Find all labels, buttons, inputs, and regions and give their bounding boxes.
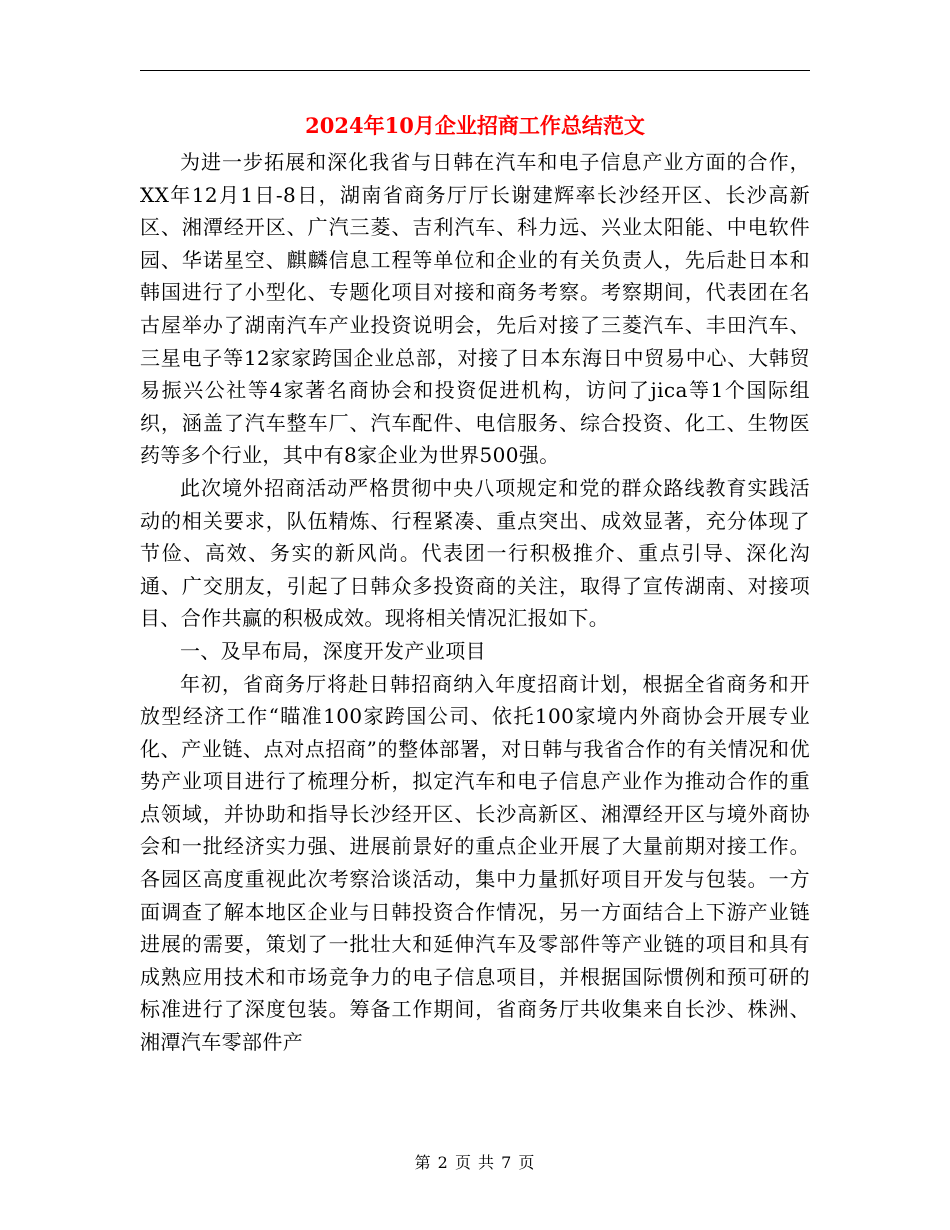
header-rule xyxy=(140,70,810,71)
paragraph-intro: 为进一步拓展和深化我省与日韩在汽车和电子信息产业方面的合作，XX年12月1日-8日，湖南省商务厅厅长谢建辉率长沙经开区、长沙高新区、湘潭经开区、广汽三菱、吉利汽车、科力远、兴业太阳能、中电软件园、华诺星空、麒麟信息工程等单位和企业的有关负责人，先后赴日本和韩国进行了小型化、专题化项目对接和商务考察。考察期间，代表团在名古屋举办了湖南汽车产业投资说明会，先后对接了三菱汽车、丰田汽车、三星电子等12家家跨国企业总部，对接了日本东海日中贸易中心、大韩贸易振兴公社等4家著名商协会和投资促进机构，访问了jica等1个国际组织，涵盖了汽车整车厂、汽车配件、电信服务、综合投资、化工、生物医药等多个行业，其中有8家企业为世界500强。 xyxy=(140,150,810,468)
document-title: 2024年10月企业招商工作总结范文 xyxy=(305,113,645,138)
paragraph-section-1: 年初，省商务厅将赴日韩招商纳入年度招商计划，根据全省商务和开放型经济工作“瞄准100家跨国公司、依托100家境内外商协会开展专业化、产业链、点对点招商”的整体部署，对日韩与我省合作的有关情况和优势产业项目进行了梳理分析，拟定汽车和电子信息产业作为推动合作的重点领域，并协助和指导长沙经开区、长沙高新区、湘潭经开区与境外商协会和一批经济实力强、进展前景好的重点企业开展了大量前期对接工作。各园区高度重视此次考察洽谈活动，集中力量抓好项目开发与包装。一方面调查了解本地区企业与日韩投资合作情况，另一方面结合上下游产业链进展的需要，策划了一批壮大和延伸汽车及零部件等产业链的项目和具有成熟应用技术和市场竞争力的电子信息项目，并根据国际惯例和预可研的标准进行了深度包装。筹备工作期间，省商务厅共收集来自长沙、株洲、湘潭汽车零部件产 xyxy=(140,671,810,1055)
page-footer: 第 2 页 共 7 页 xyxy=(414,1153,536,1172)
paragraph-summary: 此次境外招商活动严格贯彻中央八项规定和党的群众路线教育实践活动的相关要求，队伍精炼、行程紧凑、重点突出、成效显著，充分体现了节俭、高效、务实的新风尚。代表团一行积极推介、重点引导、深化沟通、广交朋友，引起了日韩众多投资商的关注，取得了宣传湖南、对接项目、合作共赢的积极成效。现将相关情况汇报如下。 xyxy=(140,475,810,631)
document-body xyxy=(140,146,810,1059)
section-heading-1: 一、及早布局，深度开发产业项目 xyxy=(180,638,486,663)
